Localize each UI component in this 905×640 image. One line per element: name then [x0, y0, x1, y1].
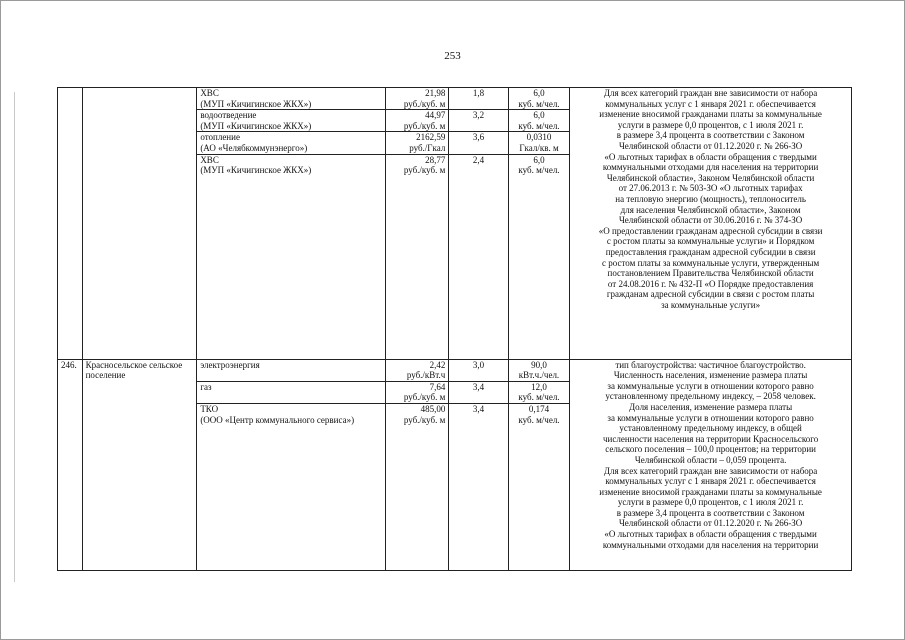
- norm-value: 0,0310: [526, 132, 552, 143]
- note-line: «О льготных тарифах в области обращения с твердыми: [604, 151, 817, 162]
- tariff-cell: [385, 403, 449, 570]
- note-line: для населения Челябинской области», Законом: [620, 204, 801, 215]
- note-line: изменение вносимой гражданами платы за коммунальные: [599, 109, 822, 120]
- norm-value: 12,0: [531, 381, 547, 392]
- note-line: численности населения на территории Красносельского: [603, 433, 819, 444]
- tariff-unit: руб./куб. м: [403, 165, 446, 176]
- service-provider: (ООО «Центр коммунального сервиса»): [200, 414, 355, 425]
- norm-value: 6,0: [533, 88, 545, 98]
- index-cell: 2,4: [449, 154, 508, 359]
- note-line: «О льготных тарифах в области обращения с твердыми: [604, 529, 817, 540]
- service-provider: (МУП «Кичигинское ЖКХ»): [200, 120, 312, 131]
- note-line: Численность населения, изменение размера платы: [613, 370, 808, 381]
- norm-unit: куб. м/чел.: [518, 120, 560, 131]
- table-row: [58, 88, 852, 110]
- norm-cell: [508, 88, 569, 110]
- settlement-cell: Красносельское сельское поселение: [82, 359, 197, 570]
- settlement-cell: [82, 88, 197, 360]
- tariff-cell: [385, 359, 449, 381]
- tariff-value: 7,64: [429, 381, 446, 392]
- tariff-value: 21,98: [425, 88, 446, 98]
- tariff-cell: [385, 132, 449, 154]
- tariff-unit: руб./Гкал: [409, 142, 446, 153]
- service-name: водоотведение: [200, 110, 257, 121]
- norm-unit: куб. м/чел.: [518, 98, 560, 109]
- table-body: [58, 88, 852, 571]
- note-line: услуги в размере 0,0 процентов, с 1 июля 2021 г.: [617, 119, 804, 130]
- norm-value: 90,0: [531, 359, 547, 370]
- note-line: в размере 3,4 процента в соответствии с Законом: [616, 130, 805, 141]
- tariff-cell: [385, 154, 449, 359]
- table-row: [58, 359, 852, 381]
- service-name: ТКО: [200, 403, 219, 414]
- note-line: гражданам адресной субсидии в связи с ростом платы: [606, 289, 815, 300]
- norm-unit: Гкал/кв. м: [519, 142, 559, 153]
- norm-unit: куб. м/чел.: [518, 414, 560, 425]
- norm-unit: куб. м/чел.: [518, 392, 560, 403]
- service-cell: [197, 132, 386, 154]
- norm-value: 6,0: [533, 110, 545, 121]
- service-cell: [197, 359, 386, 381]
- note-line: за коммунальные услуги в отношении которого равно: [607, 380, 814, 391]
- note-line: с ростом платы за коммунальные услуги, утвержденным: [602, 257, 820, 268]
- service-name: отопление: [200, 132, 240, 143]
- service-provider: (МУП «Кичигинское ЖКХ»): [200, 165, 312, 176]
- norm-cell: [508, 110, 569, 132]
- service-name: ХВС: [200, 88, 219, 98]
- note-line: Для всех категорий граждан вне зависимости от набора: [603, 465, 818, 476]
- index-cell: 1,8: [449, 88, 508, 110]
- index-cell: 3,6: [449, 132, 508, 154]
- tariff-unit: руб./куб. м: [403, 392, 446, 403]
- index-cell: 3,4: [449, 381, 508, 403]
- norm-value: 0,174: [528, 403, 550, 414]
- note-cell: [570, 88, 852, 360]
- note-line: от 24.08.2016 г. № 432-П «О Порядке предоставления: [607, 278, 814, 289]
- tariff-value: 44,97: [425, 110, 446, 121]
- note-line: Челябинской области – 0,059 процента.: [634, 454, 787, 465]
- note-line: за коммунальные услуги в отношении которого равно: [607, 412, 814, 423]
- note-line: предоставления гражданам адресной субсидии в связи: [605, 246, 816, 257]
- note-line: сельского поселения – 100,0 процентов; на территории: [605, 444, 816, 455]
- norm-cell: [508, 154, 569, 359]
- note-line: коммунальных услуг с 1 января 2021 г. обеспечивается: [605, 476, 816, 487]
- tariff-value: 2162,59: [416, 132, 446, 143]
- note-line: коммунальными отходами для населения на территории: [602, 162, 819, 173]
- norm-cell: [508, 403, 569, 570]
- note-line: в размере 3,4 процента в соответствии с Законом: [616, 507, 805, 518]
- service-provider: (МУП «Кичигинское ЖКХ»): [200, 98, 312, 109]
- tariff-cell: [385, 88, 449, 110]
- note-line: с ростом платы за коммунальные услуги» и Порядком: [606, 236, 815, 247]
- note-line: услуги в размере 0,0 процентов, с 1 июля 2021 г.: [617, 497, 804, 508]
- tariff-value: 2,42: [429, 359, 446, 370]
- note-line: коммунальных услуг с 1 января 2021 г. обеспечивается: [605, 98, 816, 109]
- row-number-cell: 246.: [58, 359, 83, 570]
- service-cell: [197, 110, 386, 132]
- note-line: тип благоустройства: частичное благоустройство.: [615, 359, 806, 370]
- tariff-unit: руб./куб. м: [403, 98, 446, 109]
- norm-value: 6,0: [533, 154, 545, 165]
- tariff-value: 485,00: [420, 403, 446, 414]
- page-number: 253: [444, 50, 461, 62]
- note-line: Челябинской области от 01.12.2020 г. № 266-ЗО: [618, 518, 803, 529]
- norm-unit: куб. м/чел.: [518, 165, 560, 176]
- norm-unit: кВт.ч./чел.: [518, 370, 560, 381]
- note-line: Челябинской области от 01.12.2020 г. № 266-ЗО: [618, 140, 803, 151]
- note-line: коммунальными отходами для населения на территории: [602, 539, 819, 550]
- service-name: газ: [200, 381, 212, 392]
- scan-margin-line: [14, 92, 15, 582]
- tariff-cell: [385, 381, 449, 403]
- service-name: ХВС: [200, 154, 219, 165]
- norm-cell: [508, 381, 569, 403]
- service-cell: [197, 381, 386, 403]
- note-line: Челябинской области», Законом Челябинской области: [606, 172, 815, 183]
- service-provider: (АО «Челябкоммунэнерго»): [200, 142, 308, 153]
- note-line: изменение вносимой гражданами платы за коммунальные: [599, 486, 822, 497]
- tariff-cell: [385, 110, 449, 132]
- note-line: «О предоставлении гражданам адресной субсидии в связи: [598, 225, 823, 236]
- row-number-cell: [58, 88, 83, 360]
- note-line: установленному предельному индексу, в общей: [619, 423, 802, 434]
- tariff-unit: руб./кВт.ч: [406, 370, 446, 381]
- tariff-unit: руб./куб. м: [403, 120, 446, 131]
- tariff-unit: руб./куб. м: [403, 414, 446, 425]
- tariff-value: 28,77: [425, 154, 446, 165]
- note-line: от 27.06.2013 г. № 503-ЗО «О льготных тарифах: [618, 183, 803, 194]
- service-name: электроэнергия: [200, 359, 260, 370]
- note-line: Доля населения, изменение размера платы: [629, 401, 793, 412]
- note-line: за коммунальные услуги»: [661, 299, 761, 310]
- index-cell: 3,4: [449, 403, 508, 570]
- service-cell: [197, 154, 386, 359]
- service-cell: [197, 403, 386, 570]
- index-cell: 3,2: [449, 110, 508, 132]
- note-line: Для всех категорий граждан вне зависимости от набора: [603, 88, 818, 98]
- service-cell: [197, 88, 386, 110]
- index-cell: 3,0: [449, 359, 508, 381]
- norm-cell: [508, 132, 569, 154]
- note-line: установленному предельному индексу, – 2058 человек.: [605, 391, 816, 402]
- norm-cell: [508, 359, 569, 381]
- note-cell: [570, 359, 852, 570]
- tariff-table: [57, 87, 852, 571]
- note-line: Челябинской области от 30.06.2016 г. № 374-ЗО: [618, 215, 803, 226]
- note-line: постановлением Правительства Челябинской области: [607, 268, 814, 279]
- note-line: на тепловую энергию (мощность), теплоноситель: [615, 193, 806, 204]
